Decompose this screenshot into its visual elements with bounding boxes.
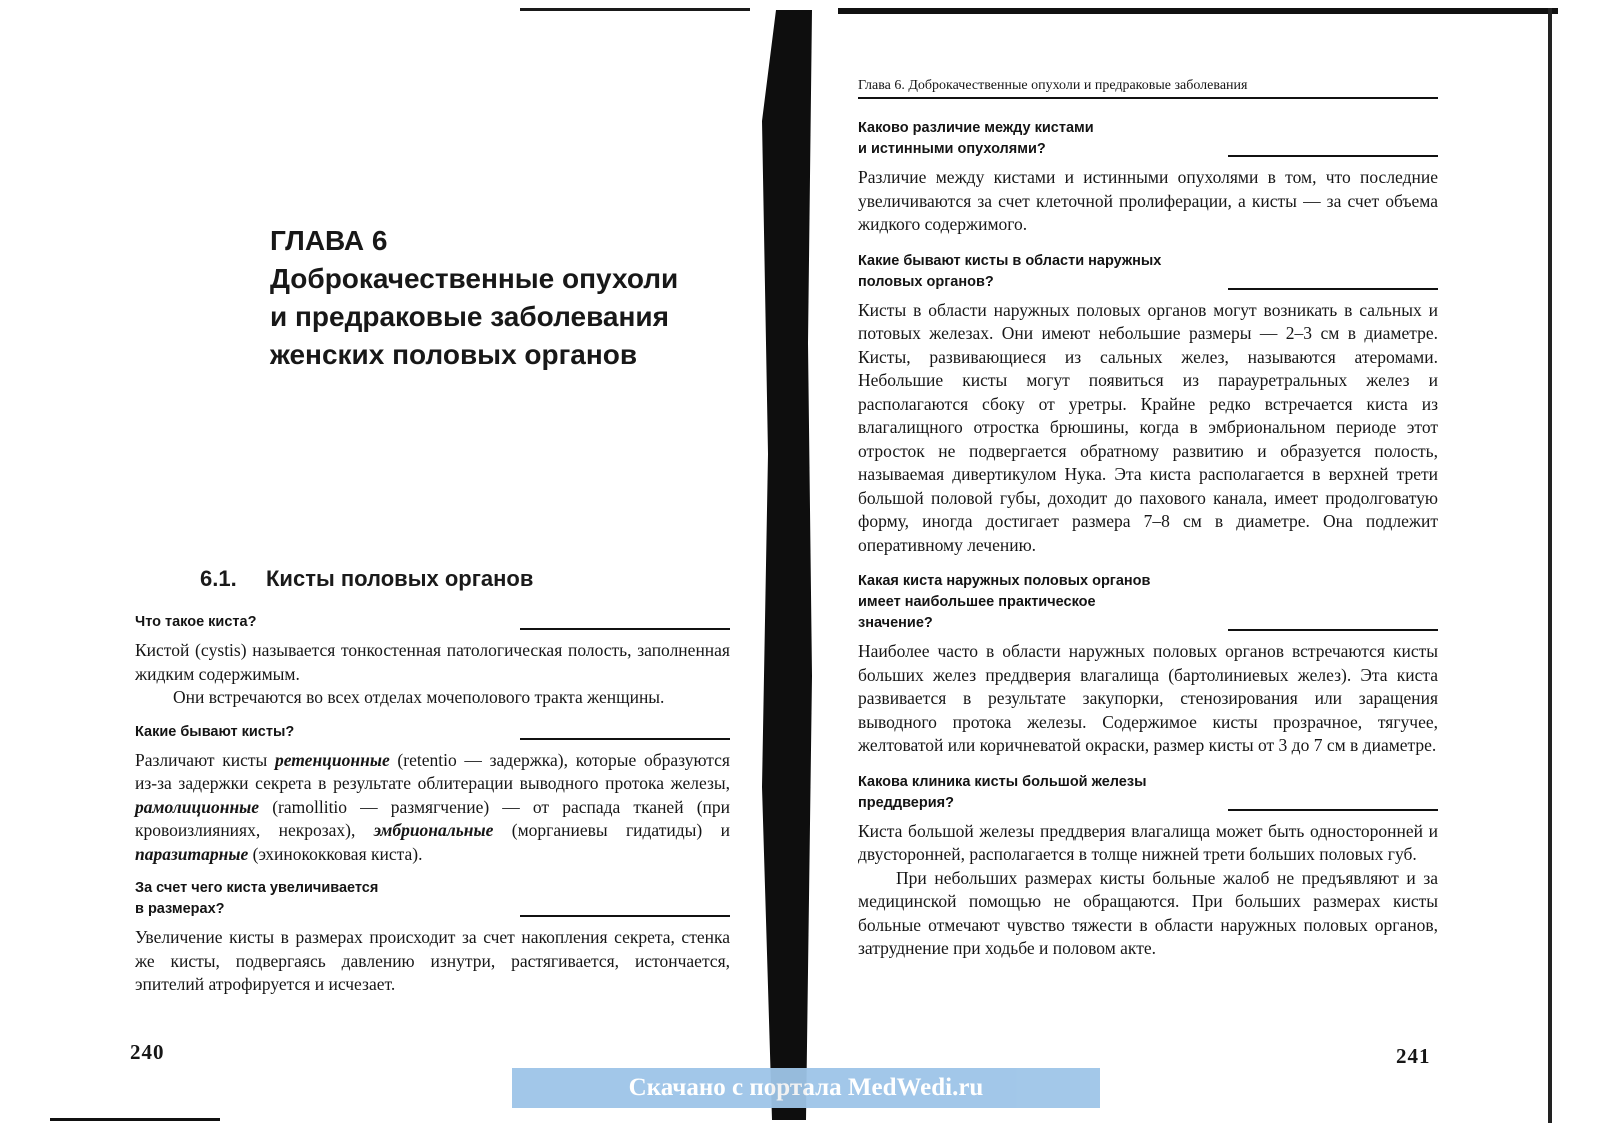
right-page	[858, 0, 1453, 1131]
qa-block	[135, 612, 730, 710]
chapter-title-line: женских половых органов	[270, 339, 638, 370]
section-title: Кисты половых органов	[266, 566, 534, 591]
question-rule	[1228, 629, 1438, 631]
question-rule	[520, 628, 730, 630]
answer-text	[135, 639, 730, 710]
section-number: 6.1.	[200, 566, 237, 591]
running-head: Глава 6. Доброкачественные опухоли и предраковые заболевания	[858, 78, 1438, 99]
question-line: Какова клиника кисты большой железы	[858, 773, 1147, 790]
question-line: Какая киста наружных половых органов	[858, 573, 1151, 589]
left-qa-list	[135, 612, 730, 997]
answer-text	[858, 166, 1438, 237]
qa-block	[858, 772, 1438, 961]
answer-paragraph: При небольших размерах кисты больные жалоб не предъявляют и за медицинской помощью не обращаются. При больших размерах кисты больные отмечают чувство тяжести в области наружных половых органов, затруднение при ходьбе и половом акте.	[858, 867, 1438, 958]
question-rule	[1228, 809, 1438, 811]
chapter-title-line: и предраковые заболевания	[270, 301, 669, 332]
question-heading	[858, 118, 1438, 160]
chapter-title-line: ГЛАВА 6	[270, 225, 388, 256]
answer-paragraph: Наиболее часто в области наружных половых органов встречаются кисты больших желез преддверия влагалища (бартолиниевых желез). Эта киста развивается в результате закупорки, стенозирования или заращения выводного протока железы. Содержимое кисты прозрачное, тягучее, желтоватой или коричневатой окраски, размер кисты от 3 до 7 см в диаметре.	[858, 641, 1438, 755]
question-rule	[1228, 288, 1438, 290]
question-line: Какие бывают кисты в области наружных	[858, 252, 1162, 269]
answer-text	[858, 640, 1438, 758]
question-line: Что такое киста?	[135, 614, 257, 630]
qa-block	[135, 722, 730, 867]
answer-paragraph: Различие между кистами и истинными опухолями в том, что последние увеличиваются за счет клеточной пролиферации, а кисты — за счет объема жидкого содержимого.	[858, 167, 1438, 234]
question-line: имеет наибольшее практическое	[858, 594, 1096, 610]
answer-paragraph: Кисты в области наружных половых органов могут возникать в сальных и потовых железах. Они имеют небольшие размеры — 2–3 см в диаметре. Кисты, развивающиеся из сальных желез, называются атеромами. Небольшие кисты могут появиться из парауретральных желез и располагаются сбоку от уретры. Крайне редко встречается киста из влагалищного отростка брюшины, когда в эмбриональном периоде этот отросток не подвергается обратному развитию и образуется полость, называемая дивертикулом Нука. Эта киста располагается в верхней трети большой половой губы, доходит до пахового канала, имеет продолговатую форму, иногда достигает размера 7–8 см в диаметре. Она подлежит оперативному лечению.	[858, 299, 1438, 555]
page-number-right: 241	[1396, 1044, 1431, 1068]
right-qa-list	[858, 118, 1438, 961]
question-rule	[520, 738, 730, 740]
answer-paragraph: Кистой (cystis) называется тонкостенная патологическая полость, заполненная жидким содержимым.	[135, 640, 730, 684]
chapter-title	[270, 222, 750, 374]
question-line: в размерах?	[135, 901, 225, 917]
watermark-banner: Скачано с портала MedWedi.ru	[512, 1068, 1100, 1108]
question-line: преддверия?	[858, 794, 954, 811]
question-line: значение?	[858, 615, 933, 631]
answer-text	[135, 749, 730, 867]
book-spine-shadow	[762, 10, 812, 1120]
question-line: и истинными опухолями?	[858, 141, 1046, 157]
section-heading	[200, 566, 533, 592]
scan-edge-right	[1548, 8, 1552, 1123]
answer-text	[858, 299, 1438, 558]
question-heading	[135, 878, 730, 920]
qa-block	[858, 251, 1438, 558]
answer-paragraph: Киста большой железы преддверия влагалища может быть односторонней и двусторонней, располагается в толще нижней трети больших половых губ.	[858, 820, 1438, 864]
left-page	[125, 0, 750, 1131]
question-rule	[1228, 155, 1438, 157]
qa-block	[858, 118, 1438, 237]
answer-paragraph: Они встречаются во всех отделах мочеполового тракта женщины.	[173, 687, 665, 707]
qa-block	[135, 878, 730, 997]
question-line: Каково различие между кистами	[858, 120, 1094, 136]
question-heading	[135, 722, 730, 743]
question-line: За счет чего киста увеличивается	[135, 880, 379, 896]
question-rule	[520, 915, 730, 917]
answer-paragraph: Различают кисты ретенционные (retentio — задержка), которые образуются из-за задержки секрета в результате облитерации выводного протока железы, рамолиционные (ramollitio — размягчение) — от распада тканей (при кровоизлияниях, некрозах), эмбриональные (морганиевы гидатиды) и паразитарные (эхинококковая киста).	[135, 749, 730, 864]
question-heading	[858, 251, 1438, 293]
question-heading	[858, 571, 1438, 634]
answer-paragraph: Увеличение кисты в размерах происходит за счет накопления секрета, стенка же кисты, подвергаясь давлению изнутри, растягивается, истончается, эпителий атрофируется и исчезает.	[135, 927, 730, 994]
question-heading	[135, 612, 730, 633]
question-line: половых органов?	[858, 273, 994, 290]
question-line: Какие бывают кисты?	[135, 723, 295, 740]
chapter-title-line: Доброкачественные опухоли	[270, 263, 679, 294]
answer-text	[858, 820, 1438, 961]
answer-text	[135, 926, 730, 997]
question-heading	[858, 772, 1438, 814]
page-number-left: 240	[130, 1040, 165, 1064]
qa-block	[858, 571, 1438, 758]
